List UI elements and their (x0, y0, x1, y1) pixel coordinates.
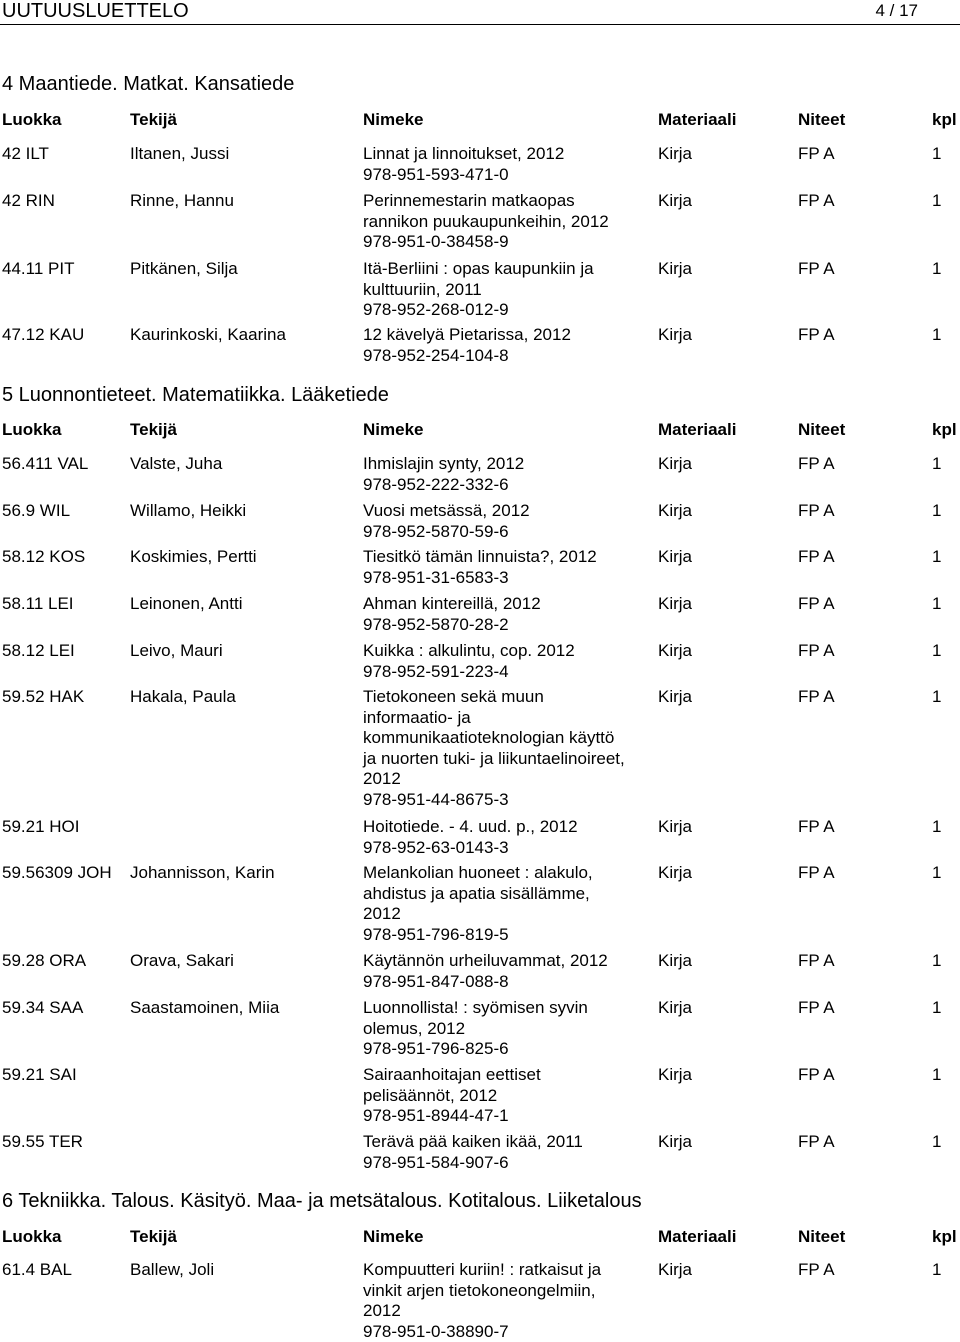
entry-isbn: 978-951-584-907-6 (363, 1152, 509, 1172)
column-header-materiaali: Materiaali (658, 420, 737, 439)
entry-isbn: 978-951-31-6583-3 (363, 567, 509, 587)
column-header-kpl: kpl (932, 110, 957, 129)
entry-nimeke (363, 191, 653, 253)
entry-niteet: FP A (798, 501, 835, 520)
entry-kpl: 1 (932, 863, 942, 882)
entry-luokka: 59.34 SAA (2, 998, 84, 1017)
entry-materiaali: Kirja (658, 501, 693, 520)
entry-tekija: Johannisson, Karin (130, 863, 275, 882)
entry-title-line: 2012 (363, 1301, 401, 1321)
column-header-luokka: Luokka (2, 110, 62, 129)
entry-luokka: 42 ILT (2, 144, 49, 163)
column-header-materiaali: Materiaali (658, 1227, 737, 1246)
entry-title-line: Tiesitkö tämän linnuista?, 2012 (363, 547, 597, 566)
entry-title-line: Luonnollista! : syömisen syvin (363, 998, 588, 1017)
entry-isbn: 978-951-593-471-0 (363, 164, 509, 184)
entry-materiaali: Kirja (658, 191, 693, 210)
entry-title-line: rannikon puukaupunkeihin, 2012 (363, 211, 609, 231)
entry-title-line: 2012 (363, 769, 401, 789)
entry-nimeke (363, 547, 653, 588)
entry-tekija: Kaurinkoski, Kaarina (130, 325, 286, 344)
entry-title-line: ahdistus ja apatia sisällämme, (363, 883, 590, 903)
entry-tekija: Leivo, Mauri (130, 641, 223, 660)
entry-materiaali: Kirja (658, 863, 693, 882)
column-header-tekija: Tekijä (130, 110, 177, 129)
entry-title-line: Vuosi metsässä, 2012 (363, 501, 530, 520)
entry-isbn: 978-952-254-104-8 (363, 345, 509, 365)
entry-title-line: Käytännön urheiluvammat, 2012 (363, 951, 608, 970)
column-header-materiaali: Materiaali (658, 110, 737, 129)
entry-title-line: Terävä pää kaiken ikää, 2011 (363, 1132, 583, 1151)
entry-title-line: Ihmislajin synty, 2012 (363, 454, 525, 473)
entry-title-line: 12 kävelyä Pietarissa, 2012 (363, 325, 571, 344)
entry-materiaali: Kirja (658, 1260, 693, 1279)
entry-title-line: Kompuutteri kuriin! : ratkaisut ja (363, 1260, 602, 1279)
entry-isbn: 978-952-222-332-6 (363, 474, 509, 494)
entry-nimeke (363, 641, 653, 682)
entry-materiaali: Kirja (658, 259, 693, 278)
entry-niteet: FP A (798, 641, 835, 660)
column-header-niteet: Niteet (798, 1227, 846, 1246)
section-title: 5 Luonnontieteet. Matematiikka. Lääketiede (2, 384, 389, 406)
entry-luokka: 44.11 PIT (2, 259, 75, 278)
entry-niteet: FP A (798, 1065, 835, 1084)
entry-kpl: 1 (932, 191, 942, 210)
entry-title-line: pelisäännöt, 2012 (363, 1085, 498, 1105)
entry-luokka: 58.12 LEI (2, 641, 75, 660)
entry-kpl: 1 (932, 1065, 942, 1084)
entry-kpl: 1 (932, 687, 942, 706)
entry-materiaali: Kirja (658, 998, 693, 1017)
entry-tekija: Valste, Juha (130, 454, 223, 473)
entry-materiaali: Kirja (658, 951, 693, 970)
entry-tekija: Saastamoinen, Miia (130, 998, 280, 1017)
column-header-kpl: kpl (932, 1227, 957, 1246)
entry-tekija: Willamo, Heikki (130, 501, 247, 520)
entry-isbn: 978-952-268-012-9 (363, 300, 509, 320)
entry-tekija: Hakala, Paula (130, 687, 236, 706)
entry-niteet: FP A (798, 454, 835, 473)
column-header-niteet: Niteet (798, 110, 846, 129)
entry-title-line: vinkit arjen tietokoneongelmiin, (363, 1280, 596, 1300)
entry-materiaali: Kirja (658, 547, 693, 566)
entry-nimeke (363, 325, 653, 366)
entry-tekija: Koskimies, Pertti (130, 547, 257, 566)
entry-materiaali: Kirja (658, 144, 693, 163)
entry-luokka: 59.56309 JOH (2, 863, 112, 882)
entry-nimeke (363, 998, 653, 1060)
entry-materiaali: Kirja (658, 641, 693, 660)
entry-isbn: 978-952-63-0143-3 (363, 837, 509, 857)
entry-luokka: 42 RIN (2, 191, 55, 210)
entry-nimeke (363, 863, 653, 945)
entry-niteet: FP A (798, 1132, 835, 1151)
column-header-tekija: Tekijä (130, 1227, 177, 1246)
entry-nimeke (363, 951, 653, 992)
column-header-luokka: Luokka (2, 420, 62, 439)
column-header-luokka: Luokka (2, 1227, 62, 1246)
column-header-nimeke: Nimeke (363, 1227, 424, 1246)
entry-materiaali: Kirja (658, 687, 693, 706)
section-title: 6 Tekniikka. Talous. Käsityö. Maa- ja metsätalous. Kotitalous. Liiketalous (2, 1190, 642, 1212)
entry-kpl: 1 (932, 454, 942, 473)
entry-niteet: FP A (798, 863, 835, 882)
entry-title-line: Kuikka : alkulintu, cop. 2012 (363, 641, 575, 660)
entry-kpl: 1 (932, 547, 942, 566)
entry-tekija: Ballew, Joli (130, 1260, 215, 1279)
entry-title-line: Itä-Berliini : opas kaupunkiin ja (363, 259, 594, 278)
entry-kpl: 1 (932, 817, 942, 836)
entry-tekija: Leinonen, Antti (130, 594, 243, 613)
entry-title-line: Ahman kintereillä, 2012 (363, 594, 541, 613)
page-header (0, 0, 960, 25)
entry-niteet: FP A (798, 144, 835, 163)
entry-isbn: 978-951-0-38890-7 (363, 1321, 509, 1341)
entry-materiaali: Kirja (658, 594, 693, 613)
entry-tekija: Rinne, Hannu (130, 191, 234, 210)
column-header-nimeke: Nimeke (363, 420, 424, 439)
entry-title-line: kulttuuriin, 2011 (363, 279, 482, 299)
entry-isbn: 978-952-5870-59-6 (363, 521, 509, 541)
entry-niteet: FP A (798, 817, 835, 836)
entry-tekija: Iltanen, Jussi (130, 144, 230, 163)
entry-nimeke (363, 817, 653, 858)
entry-nimeke (363, 594, 653, 635)
entry-niteet: FP A (798, 259, 835, 278)
entry-materiaali: Kirja (658, 325, 693, 344)
entry-isbn: 978-951-44-8675-3 (363, 789, 509, 809)
entry-kpl: 1 (932, 501, 942, 520)
entry-niteet: FP A (798, 325, 835, 344)
entry-tekija: Orava, Sakari (130, 951, 234, 970)
entry-title-line: olemus, 2012 (363, 1018, 466, 1038)
entry-nimeke (363, 144, 653, 185)
entry-niteet: FP A (798, 951, 835, 970)
entry-title-line: Melankolian huoneet : alakulo, (363, 863, 593, 882)
entry-nimeke (363, 501, 653, 542)
entry-kpl: 1 (932, 1132, 942, 1151)
entry-kpl: 1 (932, 259, 942, 278)
entry-nimeke (363, 1065, 653, 1127)
entry-title-line: ja nuorten tuki- ja liikuntaelinoireet, (363, 748, 625, 768)
entry-title-line: Tietokoneen sekä muun (363, 687, 544, 706)
column-header-kpl: kpl (932, 420, 957, 439)
entry-luokka: 59.52 HAK (2, 687, 85, 706)
entry-title-line: Perinnemestarin matkaopas (363, 191, 575, 210)
entry-kpl: 1 (932, 144, 942, 163)
entry-title-line: Sairaanhoitajan eettiset (363, 1065, 541, 1084)
entry-niteet: FP A (798, 1260, 835, 1279)
entry-luokka: 47.12 KAU (2, 325, 85, 344)
page-title: UUTUUSLUETTELO (2, 0, 189, 22)
column-header-niteet: Niteet (798, 420, 846, 439)
entry-title-line: Linnat ja linnoitukset, 2012 (363, 144, 565, 163)
entry-kpl: 1 (932, 1260, 942, 1279)
section-title: 4 Maantiede. Matkat. Kansatiede (2, 73, 295, 95)
entry-niteet: FP A (798, 687, 835, 706)
entry-nimeke (363, 1132, 653, 1173)
entry-isbn: 978-951-0-38458-9 (363, 232, 509, 252)
entry-isbn: 978-952-591-223-4 (363, 661, 509, 681)
entry-isbn: 978-951-796-819-5 (363, 924, 509, 944)
entry-isbn: 978-951-847-088-8 (363, 971, 509, 991)
entry-luokka: 59.55 TER (2, 1132, 83, 1151)
entry-niteet: FP A (798, 998, 835, 1017)
entry-kpl: 1 (932, 325, 942, 344)
entry-luokka: 59.21 SAI (2, 1065, 77, 1084)
entry-isbn: 978-951-8944-47-1 (363, 1106, 509, 1126)
entry-kpl: 1 (932, 951, 942, 970)
column-header-nimeke: Nimeke (363, 110, 424, 129)
page-number: 4 / 17 (875, 1, 918, 20)
entry-luokka: 59.21 HOI (2, 817, 80, 836)
entry-niteet: FP A (798, 594, 835, 613)
entry-title-line: kommunikaatioteknologian käyttö (363, 728, 615, 748)
column-header-tekija: Tekijä (130, 420, 177, 439)
entry-isbn: 978-952-5870-28-2 (363, 614, 509, 634)
entry-title-line: informaatio- ja (363, 707, 471, 727)
entry-luokka: 58.12 KOS (2, 547, 86, 566)
entry-kpl: 1 (932, 641, 942, 660)
entry-materiaali: Kirja (658, 817, 693, 836)
entry-nimeke (363, 259, 653, 321)
entry-luokka: 61.4 BAL (2, 1260, 72, 1279)
entry-nimeke (363, 454, 653, 495)
entry-niteet: FP A (798, 191, 835, 210)
entry-materiaali: Kirja (658, 1065, 693, 1084)
entry-nimeke (363, 1260, 653, 1342)
entry-luokka: 58.11 LEI (2, 594, 74, 613)
entry-materiaali: Kirja (658, 1132, 693, 1151)
entry-tekija: Pitkänen, Silja (130, 259, 238, 278)
entry-niteet: FP A (798, 547, 835, 566)
entry-nimeke (363, 687, 653, 811)
entry-kpl: 1 (932, 998, 942, 1017)
entry-luokka: 59.28 ORA (2, 951, 87, 970)
entry-luokka: 56.9 WIL (2, 501, 71, 520)
entry-luokka: 56.411 VAL (2, 454, 89, 473)
entry-materiaali: Kirja (658, 454, 693, 473)
entry-title-line: Hoitotiede. - 4. uud. p., 2012 (363, 817, 578, 836)
entry-title-line: 2012 (363, 904, 401, 924)
entry-isbn: 978-951-796-825-6 (363, 1039, 509, 1059)
entry-kpl: 1 (932, 594, 942, 613)
